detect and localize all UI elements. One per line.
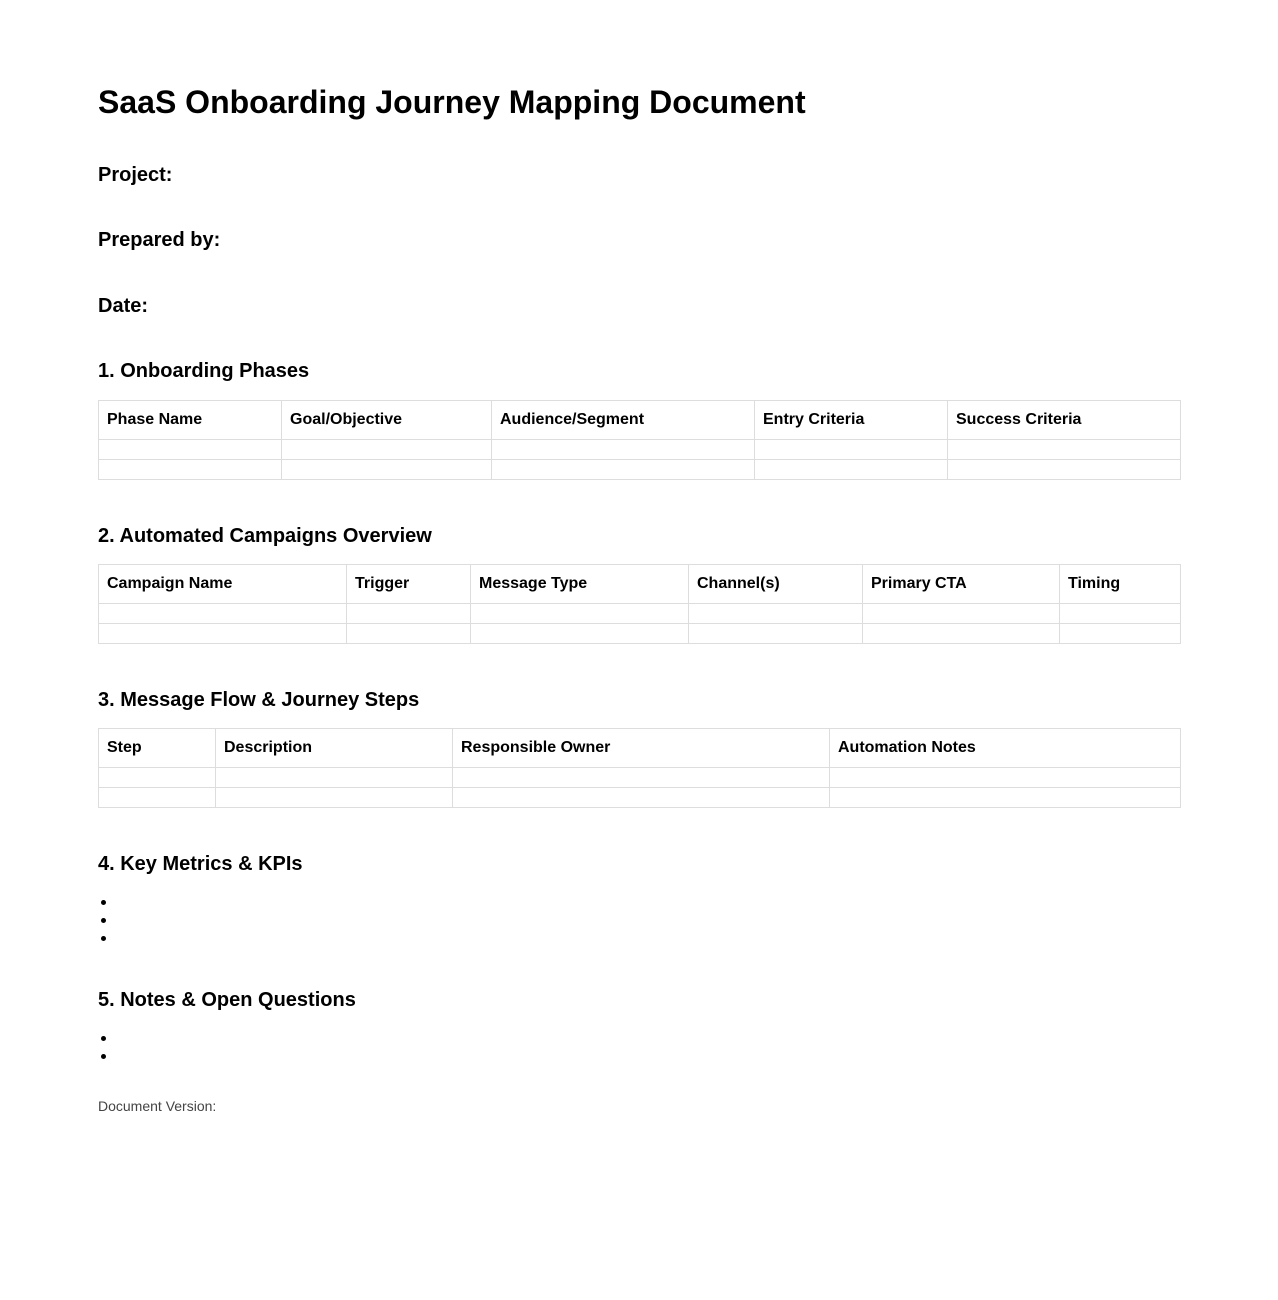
- column-header: Entry Criteria: [755, 401, 948, 440]
- column-header: Message Type: [471, 565, 689, 604]
- table-cell[interactable]: [948, 460, 1181, 480]
- table-cell[interactable]: [99, 460, 282, 480]
- column-header: Audience/Segment: [492, 401, 755, 440]
- table-cell[interactable]: [99, 604, 347, 624]
- table-cell[interactable]: [492, 440, 755, 460]
- table-row: [99, 624, 1181, 644]
- column-header: Step: [99, 729, 216, 768]
- column-header: Description: [216, 729, 453, 768]
- column-header: Goal/Objective: [282, 401, 492, 440]
- table-cell[interactable]: [471, 604, 689, 624]
- section-heading-phases: 1. Onboarding Phases: [98, 360, 310, 382]
- table-cell[interactable]: [216, 768, 453, 788]
- table-header-row: [99, 729, 1181, 768]
- project-label: Project:: [98, 164, 173, 186]
- table-row: [99, 768, 1181, 788]
- table-cell[interactable]: [99, 624, 347, 644]
- column-header: Responsible Owner: [453, 729, 830, 768]
- column-header: Phase Name: [99, 401, 282, 440]
- section-heading-metrics: 4. Key Metrics & KPIs: [98, 853, 303, 875]
- column-header: Timing: [1060, 565, 1181, 604]
- column-header: Automation Notes: [830, 729, 1181, 768]
- table-cell[interactable]: [755, 440, 948, 460]
- table-cell[interactable]: [755, 460, 948, 480]
- table-header-row: [99, 401, 1181, 440]
- table-cell[interactable]: [948, 440, 1181, 460]
- phases-table: [98, 400, 1181, 480]
- table-row: [99, 604, 1181, 624]
- table-cell[interactable]: [453, 788, 830, 808]
- column-header: Success Criteria: [948, 401, 1181, 440]
- table-cell[interactable]: [1060, 624, 1181, 644]
- table-cell[interactable]: [830, 788, 1181, 808]
- table-cell[interactable]: [863, 604, 1060, 624]
- table-cell[interactable]: [1060, 604, 1181, 624]
- date-label: Date:: [98, 295, 149, 317]
- column-header: Campaign Name: [99, 565, 347, 604]
- flow-table: [98, 728, 1181, 808]
- table-cell[interactable]: [863, 624, 1060, 644]
- section-heading-notes: 5. Notes & Open Questions: [98, 989, 356, 1011]
- table-cell[interactable]: [689, 624, 863, 644]
- column-header: Primary CTA: [863, 565, 1060, 604]
- table-cell[interactable]: [99, 788, 216, 808]
- table-cell[interactable]: [282, 460, 492, 480]
- table-row: [99, 788, 1181, 808]
- table-cell[interactable]: [216, 788, 453, 808]
- column-header: Trigger: [347, 565, 471, 604]
- table-cell[interactable]: [453, 768, 830, 788]
- section-heading-campaigns: 2. Automated Campaigns Overview: [98, 525, 432, 547]
- table-header-row: [99, 565, 1181, 604]
- table-cell[interactable]: [830, 768, 1181, 788]
- prepared-by-label: Prepared by:: [98, 229, 221, 251]
- campaigns-table: [98, 564, 1181, 644]
- table-cell[interactable]: [282, 440, 492, 460]
- document-version-label: Document Version:: [98, 1098, 217, 1114]
- table-cell[interactable]: [492, 460, 755, 480]
- column-header: Channel(s): [689, 565, 863, 604]
- section-heading-flow: 3. Message Flow & Journey Steps: [98, 689, 420, 711]
- table-row: [99, 460, 1181, 480]
- table-cell[interactable]: [347, 604, 471, 624]
- table-cell[interactable]: [99, 440, 282, 460]
- table-cell[interactable]: [347, 624, 471, 644]
- table-row: [99, 440, 1181, 460]
- table-cell[interactable]: [99, 768, 216, 788]
- table-cell[interactable]: [689, 604, 863, 624]
- table-cell[interactable]: [471, 624, 689, 644]
- document-title: SaaS Onboarding Journey Mapping Document: [98, 84, 806, 120]
